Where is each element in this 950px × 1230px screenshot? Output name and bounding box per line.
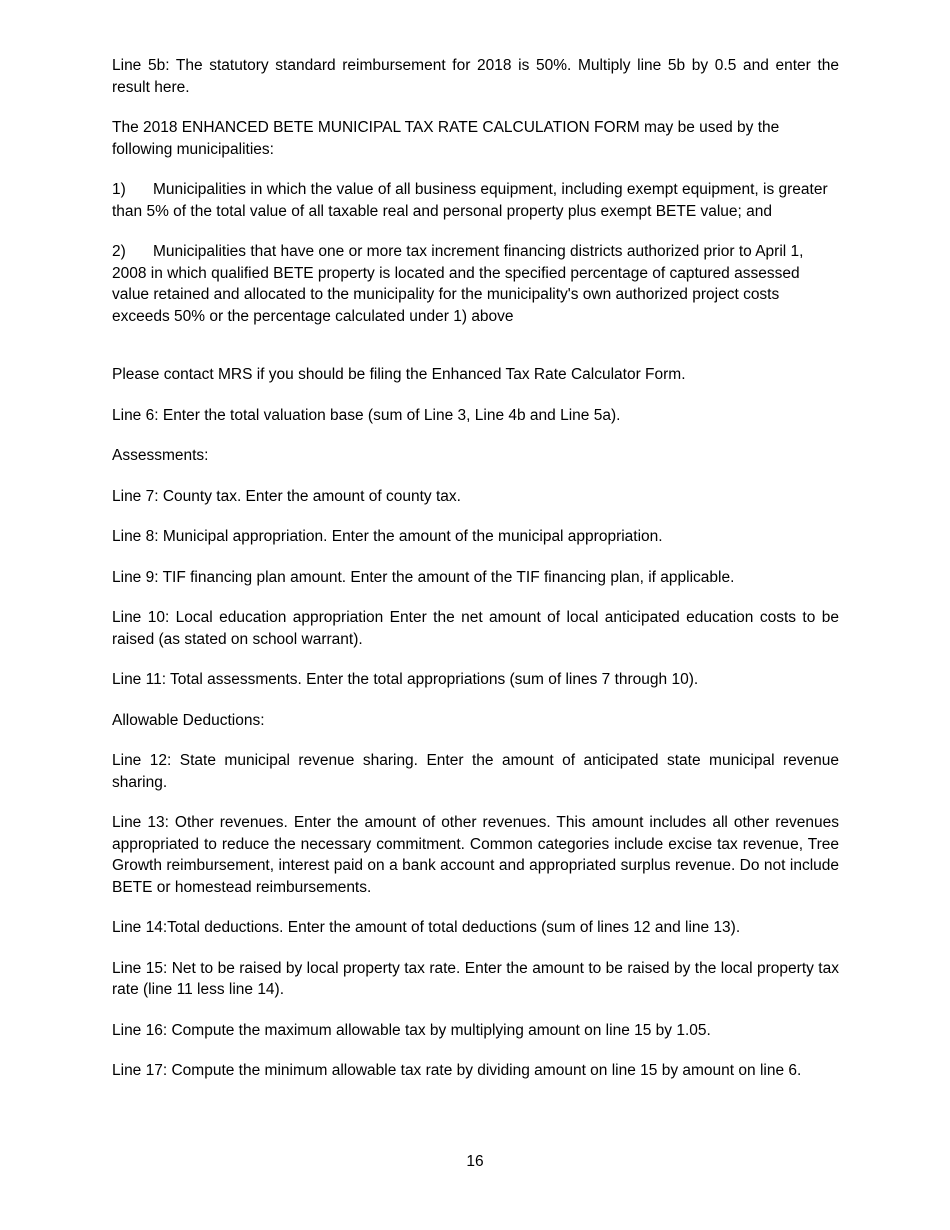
line-8-paragraph xyxy=(112,526,839,548)
document-page xyxy=(112,55,839,1082)
line-6-text: Enter the total valuation base (sum of Line 3, Line 4b and Line 5a). xyxy=(158,406,621,424)
line-10-text: Enter the net amount of local anticipated education costs to be raised (as stated on school warrant). xyxy=(112,609,839,648)
criterion-2-text: Municipalities that have one or more tax increment financing districts authorized prior to April 1, 2008 in which qualified BETE property is located and the specified percentage of captured assessed value retained and allocated to the municipality for the municipality's own authorized project costs exceeds 50% or the percentage calculated under 1) above xyxy=(112,243,804,325)
line-15-paragraph xyxy=(112,958,839,1001)
page-number: 16 xyxy=(466,1153,484,1170)
line-12-paragraph xyxy=(112,750,839,793)
line-14-text: Enter the amount of total deductions (sum of lines 12 and line 13). xyxy=(283,919,741,936)
line-17-label: Line 17: xyxy=(112,1062,168,1079)
criterion-1 xyxy=(112,179,839,222)
enhanced-form-intro: The 2018 ENHANCED BETE MUNICIPAL TAX RATE CALCULATION FORM may be used by the following municipalities: xyxy=(112,119,780,158)
criterion-2-number: 2) xyxy=(112,243,126,260)
line-11-text: Enter the total appropriations (sum of lines 7 through 10). xyxy=(301,671,699,688)
criterion-2 xyxy=(112,241,839,327)
line-5b-label: Line 5b: The statutory standard reimbursement for 2018 is 50%. xyxy=(112,57,572,74)
assessments-heading: Assessments: xyxy=(112,447,209,464)
contact-mrs-note: Please contact MRS if you should be filing the Enhanced Tax Rate Calculator Form. xyxy=(112,366,686,383)
line-17-text: Compute the minimum allowable tax rate by dividing amount on line 15 by amount on line 6. xyxy=(167,1062,802,1079)
line-12-label: Line 12: State municipal revenue sharing. xyxy=(112,752,418,769)
line-7-paragraph xyxy=(112,486,839,508)
line-16-paragraph xyxy=(112,1020,839,1042)
line-5b-text: Multiply line 5b by 0.5 and enter the result here. xyxy=(112,57,840,96)
line-14-label: Line 14:Total deductions. xyxy=(112,919,284,936)
line-9-text: Enter the amount of the TIF financing plan, if applicable. xyxy=(346,568,735,586)
criterion-1-text: Municipalities in which the value of all business equipment, including exempt equipment, is greater than 5% of the total value of all taxable real and personal property plus exempt BETE value; and xyxy=(112,181,828,220)
line-9-paragraph xyxy=(112,567,839,589)
line-15-text: Enter the amount to be raised by the local property tax rate (line 11 less line 14). xyxy=(112,959,839,998)
line-16-label: Line 16: xyxy=(112,1021,168,1039)
line-8-text: Enter the amount of the municipal appropriation. xyxy=(327,528,663,545)
line-17-paragraph xyxy=(112,1060,839,1082)
line-13-text: Enter the amount of other revenues. This amount includes all other revenues appropriated to reduce the necessary commitment. Common categories include excise tax revenue, Tree Growth reimbursement, interest paid on a bank account and appropriated surplus revenue. Do not include BETE or homestead reimbursements. xyxy=(112,814,840,896)
line-8-label: Line 8: Municipal appropriation. xyxy=(112,528,328,545)
line-10-paragraph xyxy=(112,607,839,650)
line-13-label: Line 13: Other revenues. xyxy=(112,814,288,831)
line-11-paragraph xyxy=(112,669,839,691)
line-12-text: Enter the amount of anticipated state municipal revenue sharing. xyxy=(112,752,839,791)
criterion-1-number: 1) xyxy=(112,181,126,198)
line-7-text: Enter the amount of county tax. xyxy=(241,487,461,505)
line-14-paragraph xyxy=(112,917,839,939)
line-6-paragraph xyxy=(112,405,839,427)
line-15-label: Line 15: Net to be raised by local property tax rate. xyxy=(112,959,461,977)
line-16-text: Compute the maximum allowable tax by multiplying amount on line 15 by 1.05. xyxy=(167,1021,711,1039)
line-10-label: Line 10: Local education appropriation xyxy=(112,609,384,626)
line-9-label: Line 9: TIF financing plan amount. xyxy=(112,568,347,586)
allowable-deductions-heading: Allowable Deductions: xyxy=(112,711,265,729)
line-6-label: Line 6: xyxy=(112,406,159,424)
line-7-label: Line 7: County tax. xyxy=(112,487,242,505)
line-11-label: Line 11: Total assessments. xyxy=(112,671,302,688)
line-5b-paragraph xyxy=(112,55,839,98)
line-13-paragraph xyxy=(112,812,839,898)
